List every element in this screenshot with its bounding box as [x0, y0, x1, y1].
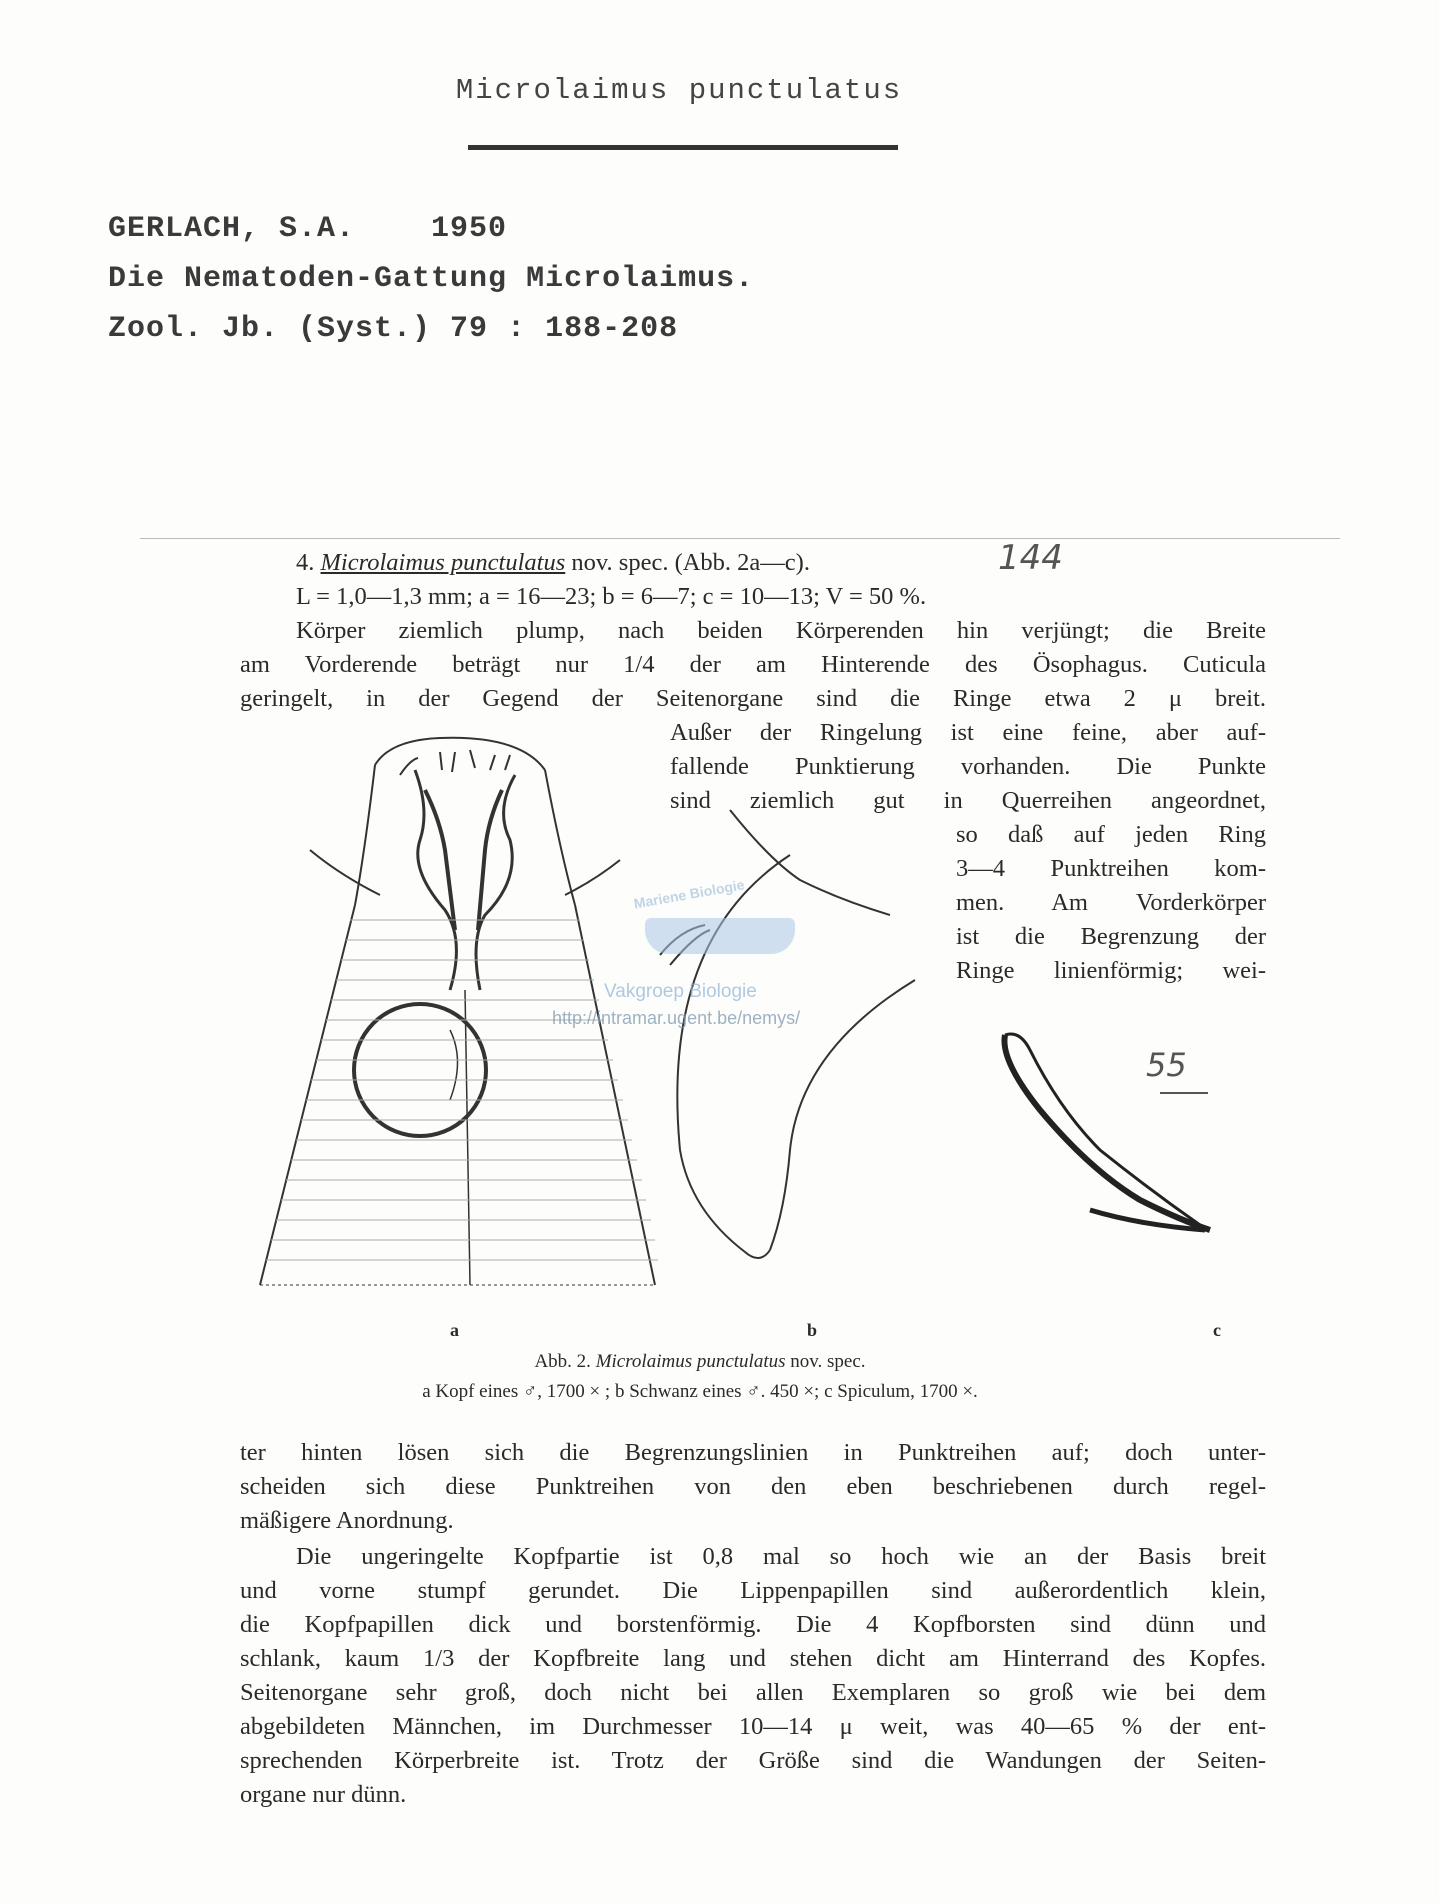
species-heading-rest: nov. spec. (Abb. 2a—c). — [571, 549, 810, 576]
text-line: sind ziemlich gut in Querreihen angeordnet, — [670, 787, 1266, 814]
species-number: 4. — [296, 549, 315, 576]
text-line: sprechenden Körperbreite ist. Trotz der Größe sind die Wandungen der Seiten- — [240, 1747, 1266, 1774]
figure-label-c: c — [1213, 1320, 1221, 1340]
text-line: ist die Begrenzung der — [956, 923, 1266, 950]
text-line: fallende Punktierung vorhanden. Die Punkte — [670, 753, 1266, 780]
caption-suffix: nov. spec. — [790, 1351, 866, 1372]
caption-species: Microlaimus punctulatus — [595, 1351, 786, 1372]
paragraph-3 — [240, 1540, 1266, 1812]
watermark-text: Vakgroep Biologie — [604, 981, 757, 1002]
text-line: Seitenorgane sehr groß, doch nicht bei allen Exemplaren so groß wie bei dem — [240, 1679, 1266, 1706]
page-title: Microlaimus punctulatus — [455, 74, 903, 107]
species-heading — [296, 546, 810, 580]
figure-caption-line1 — [200, 1351, 1200, 1373]
measurements-line: L = 1,0—1,3 mm; a = 16—23; b = 6—7; c = 10—13; V = 50 %. — [296, 583, 927, 610]
handwritten-page-number: 144 — [998, 538, 1063, 578]
text-line: ter hinten lösen sich die Begrenzungslinien in Punktreihen auf; doch unter- — [240, 1439, 1266, 1466]
species-name: Microlaimus punctulatus — [320, 549, 566, 576]
text-line: so daß auf jeden Ring — [956, 821, 1266, 848]
reference-author-year: GERLACH, S.A. 1950 — [108, 212, 508, 246]
paragraph-2 — [240, 1436, 1266, 1538]
reference-journal: Zool. Jb. (Syst.) 79 : 188-208 — [108, 312, 679, 346]
text-line: scheiden sich diese Punktreihen von den eben beschriebenen durch regel- — [240, 1473, 1266, 1500]
text-line: 3—4 Punktreihen kom- — [956, 855, 1266, 882]
handwritten-figure-number: 55 — [1146, 1046, 1187, 1084]
text-line: am Vorderende beträgt nur 1/4 der am Hinterende des Ösophagus. Cuticula — [240, 651, 1266, 678]
text-line: Körper ziemlich plump, nach beiden Körperenden hin verjüngt; die Breite — [296, 617, 1266, 644]
text-line: abgebildeten Männchen, im Durchmesser 10—14 μ weit, was 40—65 % der ent- — [240, 1713, 1266, 1740]
watermark-boat-icon — [645, 918, 795, 954]
text-line: men. Am Vorderkörper — [956, 889, 1266, 916]
figure-label-a: a — [450, 1320, 459, 1340]
text-line: mäßigere Anordnung. — [240, 1507, 454, 1534]
reference-title: Die Nematoden-Gattung Microlaimus. — [108, 262, 755, 296]
text-line: Ringe linienförmig; wei- — [956, 957, 1266, 984]
text-line: organe nur dünn. — [240, 1781, 407, 1808]
drawing-b-tail — [660, 810, 915, 1258]
handwritten-underline — [1160, 1092, 1208, 1094]
watermark-arc-text: Mariene Biologie — [632, 876, 746, 912]
scan-edge-line — [140, 538, 1340, 539]
text-line: Außer der Ringelung ist eine feine, aber auf- — [670, 719, 1266, 746]
watermark-url: http://intramar.ugent.be/nemys/ — [552, 1008, 801, 1028]
cuticle-rings — [266, 920, 658, 1260]
figure-caption-line2: a Kopf eines ♂, 1700 × ; b Schwanz eines ♂. 450 ×; c Spiculum, 1700 ×. — [422, 1381, 978, 1402]
text-line: schlank, kaum 1/3 der Kopfbreite lang und stehen dicht am Hinterrand des Kopfes. — [240, 1645, 1266, 1672]
text-line: die Kopfpapillen dick und borstenförmig. Die 4 Kopfborsten sind dünn und — [240, 1611, 1266, 1638]
title-underline — [468, 145, 898, 150]
text-line: und vorne stumpf gerundet. Die Lippenpapillen sind außerordentlich klein, — [240, 1577, 1266, 1604]
figure-label-b: b — [807, 1320, 818, 1340]
paragraph-1 — [240, 614, 1266, 716]
text-line: geringelt, in der Gegend der Seitenorgane sind die Ringe etwa 2 μ breit. — [240, 685, 1266, 712]
text-line: Die ungeringelte Kopfpartie ist 0,8 mal so hoch wie an der Basis breit — [296, 1543, 1266, 1570]
caption-prefix: Abb. 2. — [534, 1351, 591, 1372]
